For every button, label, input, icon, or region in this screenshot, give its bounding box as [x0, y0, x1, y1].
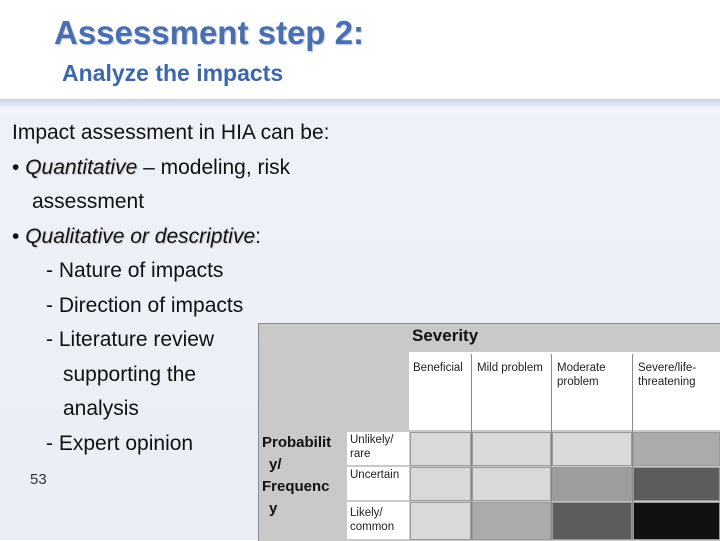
- bullet-qualitative: [12, 220, 392, 255]
- intro-line: Impact assessment in HIA can be:: [12, 121, 330, 144]
- col-label: Severe/life-: [638, 362, 697, 374]
- col-label: Moderate: [557, 362, 606, 374]
- row-label: Likely/: [350, 507, 383, 519]
- bullet-text: – modeling, risk: [137, 155, 291, 179]
- matrix-cell: [633, 502, 720, 540]
- matrix-cell: [410, 467, 471, 501]
- probability-label: [262, 432, 346, 520]
- row-label: Uncertain: [350, 469, 400, 481]
- matrix-cell: [472, 432, 551, 466]
- bullet-term: Quantitative: [25, 155, 138, 179]
- bullet-quantitative: [12, 151, 392, 186]
- severity-col-severe: [638, 361, 696, 389]
- matrix-cell: [410, 432, 471, 466]
- col-label: problem: [557, 376, 599, 388]
- probability-row-uncertain: [347, 467, 409, 501]
- sub-item-direction: [12, 289, 392, 324]
- dash-marker: -: [46, 431, 53, 455]
- prob-label-line: y/: [269, 456, 282, 473]
- sub-item-text: Nature of impacts: [58, 259, 224, 282]
- sub-item-continuation: analysis: [63, 397, 139, 420]
- matrix-cell: [633, 467, 720, 501]
- dash-marker: -: [46, 328, 53, 351]
- matrix-cell: [552, 502, 632, 540]
- severity-col-moderate: [557, 361, 606, 389]
- col-label: Mild problem: [477, 362, 543, 374]
- slide-title: Assessment step 2:: [54, 14, 364, 51]
- slide-subtitle: Analyze the impacts: [62, 60, 284, 86]
- row-label: Unlikely/: [350, 434, 394, 446]
- sub-item-text: Direction of impacts: [58, 293, 244, 317]
- prob-label-line: y: [269, 500, 278, 517]
- bullet-continuation: assessment: [32, 190, 145, 213]
- severity-col-beneficial: [413, 361, 463, 375]
- page-number: 53: [30, 471, 47, 488]
- row-label: rare: [350, 448, 371, 460]
- title-divider: [0, 99, 720, 111]
- sub-item-text: Literature review: [58, 328, 215, 351]
- sub-item-nature: [12, 254, 392, 289]
- dash-marker: -: [46, 259, 53, 282]
- prob-label-line: Frequenc: [262, 478, 330, 495]
- col-label: Beneficial: [413, 362, 463, 374]
- severity-col-mild: [477, 361, 543, 375]
- col-label: threatening: [638, 376, 696, 388]
- matrix-cell: [633, 432, 720, 466]
- severity-label: Severity: [412, 326, 479, 345]
- dash-marker: -: [46, 293, 53, 317]
- sub-item-text: Expert opinion: [58, 431, 194, 455]
- row-label: common: [350, 521, 395, 533]
- matrix-cell: [472, 502, 551, 540]
- probability-row-unlikely: [347, 432, 409, 466]
- sub-item-continuation: supporting the: [63, 362, 197, 386]
- matrix-cell: [410, 502, 471, 540]
- prob-label-line: Probabilit: [262, 434, 332, 451]
- matrix-cell: [472, 467, 551, 501]
- probability-row-likely: [347, 502, 409, 540]
- bullet-term: Qualitative or descriptive: [25, 224, 256, 248]
- bullet-text: :: [255, 224, 261, 248]
- matrix-cell: [552, 432, 632, 466]
- bullet-marker: •: [12, 224, 20, 248]
- matrix-cell: [552, 467, 632, 501]
- bullet-marker: •: [12, 155, 20, 179]
